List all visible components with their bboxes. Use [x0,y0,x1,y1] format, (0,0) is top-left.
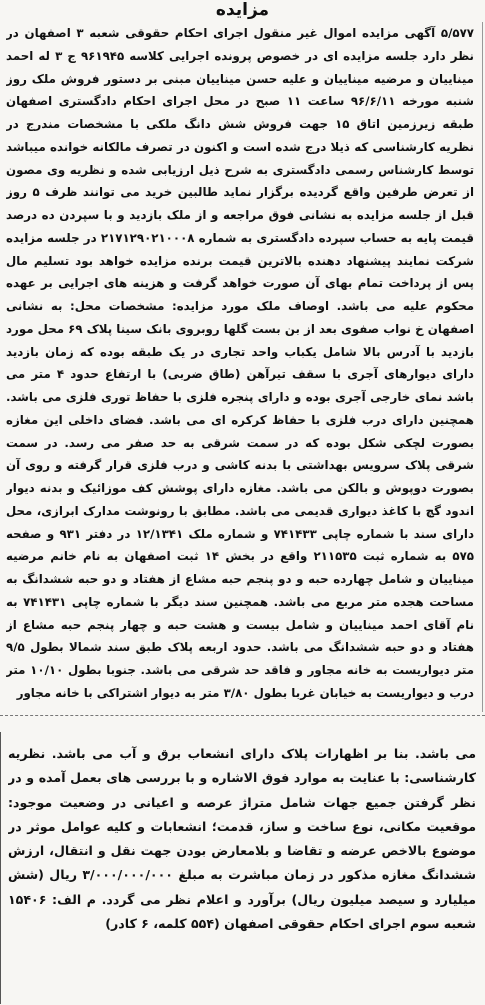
column-rule [482,22,483,712]
notice-body-text: ۵/۵۷۷ آگهی مزایده اموال غیر منقول اجرای احکام حقوقی شعبه ۳ اصفهان در نظر دارد جلسه مزایده ای در خصوص پرونده اجرایی کلاسه ۹۶۱۹۴۵ ج ۳ له احمد میناییان و مرضیه میناییان و علیه حسن میناییان مبنی بر دستور فروش ملک روز شنبه مورخه ۹۶/۶/۱۱ ساعت ۱۱ صبح در محل اجرای احکام دادگستری اصفهان طبقه زیرزمین اتاق ۱۵ جهت فروش شش دانگ ملکی با مشخصات مندرج در نظریه کارشناسی که ذیلا درج شده است و اکنون در تصرف مالکانه خوانده میباشد توسط کارشناس رسمی دادگستری به شرح ذیل ارزیابی شده و نظریه وی مصون از تعرض طرفین واقع گردیده برگزار نماید طالبین خرید می توانند ظرف ۵ روز قبل از جلسه مزایده به نشانی فوق مراجعه و از ملک بازدید و با سپردن ده درصد قیمت پایه به حساب سپرده دادگستری به شماره ۲۱۷۱۲۹۰۲۱۰۰۰۸ در جلسه مزایده شرکت نمایند پیشنهاد دهنده بالاترین قیمت برنده مزایده خواهد بود تسلیم مال پس از پرداخت تمام بهای آن صورت خواهد گرفت و هزینه های اجرایی بر عهده محکوم علیه می باشد. اوصاف ملک مورد مزایده: مشخصات محل: به نشانی اصفهان خ نواب صفوی بعد از بن بست گلها روبروی بانک سینا پلاک ۶۹ محل مورد بازدید با آدرس بالا شامل یکباب واحد تجاری در یک طبقه بوده که زمان بازدید دارای دیوارهای آجری با سقف تیرآهن (طاق ضربی) با ارتفاع حدود ۴ متر می باشد نمای خارجی آجری بوده و دارای پنجره فلزی با حفاظ توری فلزی می باشد. همچنین دارای درب فلزی با حفاظ کرکره ای می باشد. فضای داخلی این مغازه بصورت لچکی شکل بوده که در سمت شرقی به حد صفر می رسد. در سمت شرقی پلاک سرویس بهداشتی با بدنه کاشی و درب فلزی قرار گرفته و روی آن بصورت دوپوش و بالکن می باشد. مغازه دارای پوشش کف موزائیک و بدنه دیوار اندود گچ با کاغذ دیواری قدیمی می باشد. مطابق با رونوشت مدارک ابرازی، محل دارای سند با شماره چاپی ۷۴۱۴۳۳ و شماره ملک ۱۲/۱۳۴۱ در دفتر ۹۳۱ و صفحه ۵۷۵ به شماره ثبت ۲۱۱۵۳۵ واقع در بخش ۱۴ ثبت اصفهان به نام خانم مرضیه میناییان و شامل چهارده حبه و دو پنجم حبه مشاع از هفتاد و دو حبه ششدانگ به مساحت هجده متر مربع می باشد. همچنین سند دیگر با شماره چاپی ۷۴۱۴۳۱ به نام آقای احمد میناییان و شامل بیست و هشت حبه و چهار پنجم حبه مشاع از هفتاد و دو حبه ششدانگ می باشد. حدود اربعه پلاک طبق سند شمالا بطول ۹/۵ متر دیواریست به خانه مجاور و فاقد حد شرقی می باشد. جنوبا بطول ۱۰/۱۰ متر درب و دیواریست به خیابان غربا بطول ۳/۸۰ متر به دیوار اشتراکی با خانه مجاور [6,26,474,700]
notice-body [6,22,474,707]
notice-tail-text: می باشد. بنا بر اظهارات پلاک دارای انشعاب برق و آب می باشد. نظریه کارشناسی: با عنایت به موارد فوق الاشاره و با بررسی های بعمل آمده و در نظر گرفتن جمیع جهات شامل متراژ عرصه و اعیانی در وضعیت موجود: موقعیت مکانی، نوع ساخت و ساز، قدمت؛ انشعابات و کلیه عوامل موثر در موضوع بالاخص عرضه و تقاضا و بلامعارض بودن جهت نقل و انتقال، ارزش ششدانگ مغازه مذکور در زمان مباشرت به مبلغ ۳/۰۰۰/۰۰۰/۰۰۰ ریال (شش میلیارد و سیصد میلیون ریال) برآورد و اعلام نظر می گردد. م الف: ۱۵۴۰۶ شعبه سوم اجرای احکام حقوقی اصفهان (۵۵۴ کلمه، ۶ کادر) [8,746,476,932]
notice-title: مزایده [215,0,270,20]
cut-line-divider [0,715,485,716]
notice-tail [8,742,476,1000]
